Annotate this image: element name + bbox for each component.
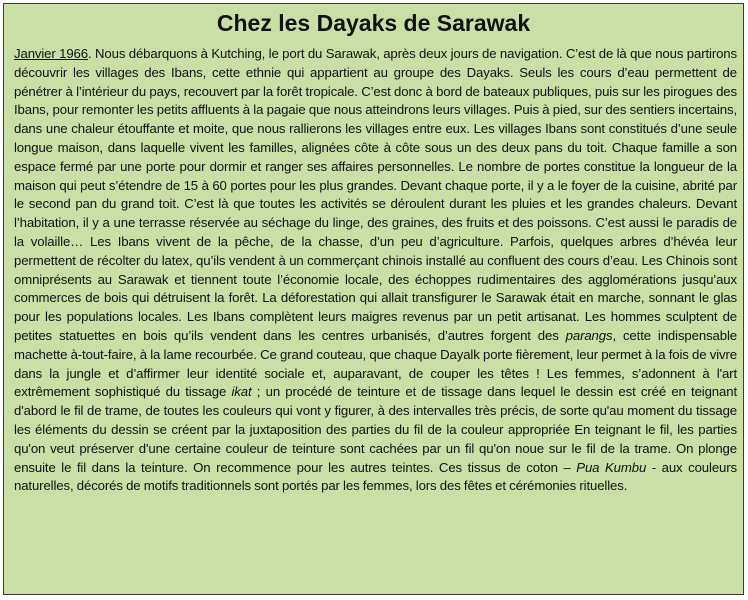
article-title: Chez les Dayaks de Sarawak <box>216 10 531 36</box>
body-text-part-4: - aux couleurs naturelles, décorés de motifs traditionnels sont portés par les femmes, lors des fêtes et cérémonies rituelles. <box>14 459 738 494</box>
term-ikat: ikat <box>231 384 252 400</box>
article-date: Janvier 1966 <box>14 46 88 61</box>
body-text-part-3: ; un procédé de teinture et de tissage dans lequel le dessin est créé en teignant d'abord le fil de trame, de toutes les couleurs qui vont y figurer, à des intervalles très précis, de sorte qu'au moment du tissage les éléments du dessin se créent par la juxtaposition des parties du fil de la couleur appropriée En teignant le fil, les parties qu'on veut préserver d'une certaine couleur de teinture sont cachées par un fil qu'on noue sur le fil de la trame. On plonge ensuite le fil dans la teinture. On recommence pour les autres teintes. Ces tissus de coton – <box>14 384 737 475</box>
article-panel <box>3 3 744 595</box>
term-pua-kumbu: Pua Kumbu <box>576 459 647 475</box>
body-text-part-2: , cette indispensable machette à-tout-faire, à la lame recourbée. Ce grand couteau, que chaque Dayalk porte fièrement, leur permet à la fois de vivre dans la jungle et d’affirmer leur identité sociale et, auparavant, de couper les têtes ! Les femmes, s’adonnent à l'art extrêmement sophistiqué du tissage <box>14 327 737 400</box>
body-text-part-1: . Nous débarquons à Kutching, le port du Sarawak, après deux jours de navigation. C’est de là que nous partirons découvrir les villages des Ibans, cette ethnie qui appartient au groupe des Dayaks. Seuls les cours d’eau permettent de pénétrer à l’intérieur du pays, recouvert par la forêt tropicale. C’est donc à bord de bateaux publiques, puis sur les pirogues des Ibans, pour remonter les petits affluents à la pagaie que nous atteindrons leurs villages. Puis à pied, sur des sentiers incertains, dans une chaleur étouffante et moite, que nous rallierons les villages entre eux. Les villages Ibans sont constitués d’une seule longue maison, dans laquelle vivent les familles, alignées côte à côte sous un des deux pans du toit. Chaque famille a son espace fermé par une porte pour dormir et ranger ses affaires personnelles. Le nombre de portes constitue la longueur de la maison qui peut s’étendre de 15 à 60 portes pour les plus grandes. Devant chaque porte, il y a le foyer de la cuisine, abrité par le second pan du grand toit. C’est là que toutes les activités se déroulent durant les pluies et les grandes chaleurs. Devant l’habitation, il y a une terrasse réservée au séchage du linge, des graines, des fruits et des poissons. C’est aussi le paradis de la volaille… Les Ibans vivent de la pêche, de la chasse, d’un peu d’agriculture. Parfois, quelques arbres d’hévéa leur permettent de récolter du latex, qu’ils vendent à un commerçant chinois installé au confluent des cours d’eau. Les Chinois sont omniprésents au Sarawak et tiennent toute l’économie locale, des échoppes rudimentaires des agglomérations jusqu’aux commerces de bois qui détruisent la forêt. La déforestation qui allait transfigurer le Sarawak était en marche, sonnant le glas pour les populations locales. Les Ibans complètent leurs maigres revenus par un petit artisanat. Les hommes sculptent de petites statuettes en bois qu’ils vendent dans les centres urbanisés, d’autres forgent des <box>14 46 737 343</box>
article-body <box>14 45 737 496</box>
term-parangs: parangs <box>565 327 613 343</box>
